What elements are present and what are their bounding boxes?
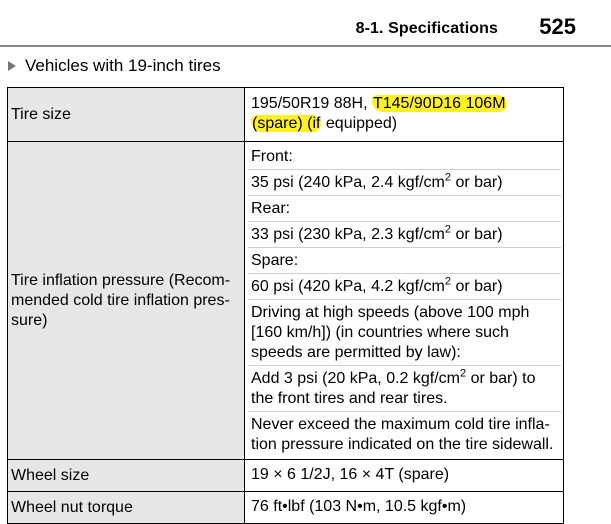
tire-size-value xyxy=(245,88,564,142)
triangle-bullet-icon xyxy=(8,61,16,71)
section-title: 8-1. Specifications xyxy=(355,20,498,37)
subheading-text: Vehicles with 19-inch tires xyxy=(25,56,221,75)
inflation-value xyxy=(245,142,564,460)
rear-label: Rear: xyxy=(248,195,561,221)
table-row-wheel-size xyxy=(8,460,564,492)
table-row-tire-size xyxy=(8,88,564,142)
inflation-label: Tire inflation pressure (Recom-mended cold tire inflation pres-sure) xyxy=(8,142,245,460)
tire-size-spare-highlight: T145/90D16 106M xyxy=(372,95,506,112)
tire-size-plain: 195/50R19 88H, xyxy=(251,95,372,112)
table-row-inflation xyxy=(8,142,564,460)
spare-label: Spare: xyxy=(248,247,561,273)
high-speed-note: Driving at high speeds (above 100 mph [160 km/h]) (in countries where such speeds are permitted by law): xyxy=(248,299,561,365)
add-pressure-note: Add 3 psi (20 kPa, 0.2 kgf/$cm^2$ or bar) to the front tires and rear tires. xyxy=(248,365,561,411)
tire-size-spare-highlight-2: (spare) (if xyxy=(252,115,321,132)
header-rule xyxy=(0,45,611,47)
wheel-nut-torque-label: Wheel nut torque xyxy=(8,492,245,524)
wheel-nut-torque-value: 76 ft•lbf (103 N•m, 10.5 kgf•m) xyxy=(251,498,467,515)
max-pressure-warning: Never exceed the maximum cold tire infla-tion pressure indicated on the tire sidewall. xyxy=(248,411,561,457)
tire-size-label: Tire size xyxy=(8,88,245,142)
page-number: 525 xyxy=(539,14,576,39)
rear-pressure: 33 psi (230 kPa, 2.3 kgf/$cm^2$ or bar) xyxy=(248,221,561,247)
front-pressure: 35 psi (240 kPa, 2.4 kgf/$cm^2$ or bar) xyxy=(248,169,561,195)
spare-pressure: 60 psi (420 kPa, 4.2 kgf/$cm^2$ or bar) xyxy=(248,273,561,299)
table-row-wheel-nut-torque xyxy=(8,492,564,524)
specifications-table xyxy=(7,87,564,524)
wheel-size-value: 19 × 6 1/2J, 16 × 4T (spare) xyxy=(251,466,450,483)
front-label: Front: xyxy=(251,148,293,165)
subheading xyxy=(8,56,221,76)
tire-size-tail: equipped) xyxy=(321,115,398,132)
wheel-size-label: Wheel size xyxy=(8,460,245,492)
page-header xyxy=(0,0,611,46)
